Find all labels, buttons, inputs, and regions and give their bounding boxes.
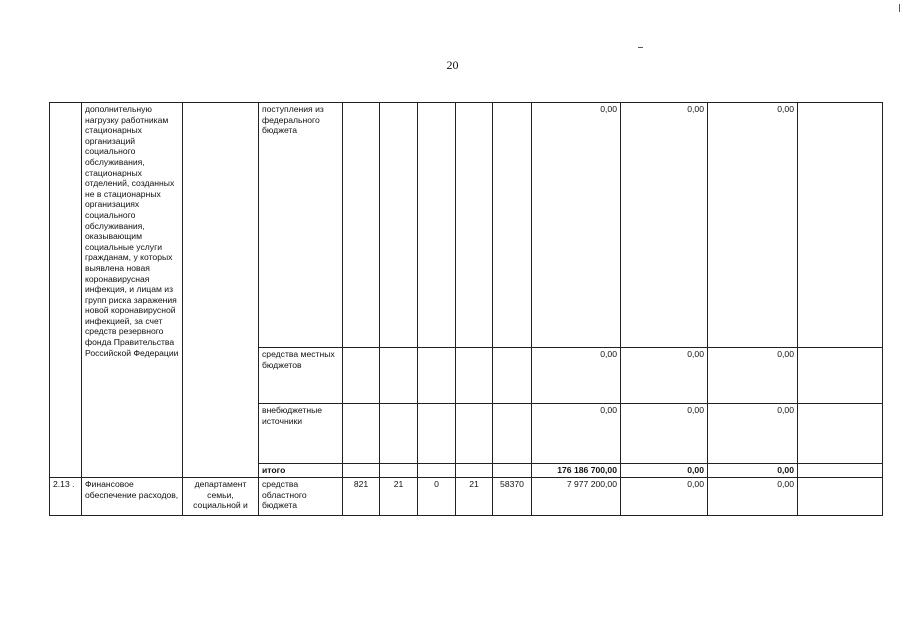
code-cell xyxy=(493,348,532,404)
code-cell xyxy=(380,348,418,404)
description-cell: дополнительную нагрузку работникам стационарных организаций социального обслуживания, стационарных отделений, созданных не в стационарных организациях социального обслуживания, оказывающим социальные услуги гражданам, у которых выявлена новая коронавирусная инфекция, и лицам из групп риска заражения новой коронавирусной инфекцией, за счет средств резервного фонда Правительства Российской Федерации xyxy=(82,103,183,478)
value-cell: 7 977 200,00 xyxy=(532,478,621,516)
executor-cell xyxy=(183,103,259,478)
code-cell xyxy=(493,103,532,348)
table-row xyxy=(50,478,883,516)
budget-table xyxy=(49,102,883,516)
value-cell: 0,00 xyxy=(708,478,798,516)
value-cell: 0,00 xyxy=(621,103,708,348)
code-cell xyxy=(343,464,380,478)
table-row xyxy=(50,103,883,348)
row-number-cell: 2.13 . xyxy=(50,478,82,516)
total-label: итого xyxy=(259,464,343,478)
code-cell xyxy=(380,464,418,478)
value-cell: 0,00 xyxy=(532,348,621,404)
code-cell xyxy=(418,404,456,464)
value-cell: 0,00 xyxy=(532,103,621,348)
code-cell xyxy=(343,103,380,348)
code-cell xyxy=(418,464,456,478)
value-cell: 0,00 xyxy=(621,404,708,464)
source-label: внебюджетные источники xyxy=(259,404,343,464)
code-cell: 0 xyxy=(418,478,456,516)
scan-mark xyxy=(638,47,643,48)
code-cell xyxy=(343,348,380,404)
code-cell xyxy=(418,103,456,348)
value-cell: 0,00 xyxy=(532,404,621,464)
scan-mark xyxy=(899,4,900,12)
empty-cell xyxy=(798,404,883,464)
code-cell xyxy=(493,464,532,478)
total-value: 0,00 xyxy=(621,464,708,478)
description-cell: Финансовое обеспечение расходов, xyxy=(82,478,183,516)
code-cell xyxy=(456,348,493,404)
code-cell: 821 xyxy=(343,478,380,516)
executor-cell: департамент семьи, социальной и xyxy=(183,478,259,516)
source-label: средства местных бюджетов xyxy=(259,348,343,404)
value-cell: 0,00 xyxy=(708,404,798,464)
code-cell xyxy=(418,348,456,404)
empty-cell xyxy=(798,464,883,478)
total-value: 0,00 xyxy=(708,464,798,478)
code-cell xyxy=(456,404,493,464)
code-cell: 58370 xyxy=(493,478,532,516)
source-label: поступления из федерального бюджета xyxy=(259,103,343,348)
value-cell: 0,00 xyxy=(621,478,708,516)
empty-cell xyxy=(798,103,883,348)
value-cell: 0,00 xyxy=(621,348,708,404)
code-cell xyxy=(380,404,418,464)
row-number-cell xyxy=(50,103,82,478)
empty-cell xyxy=(798,348,883,404)
code-cell xyxy=(343,404,380,464)
total-value: 176 186 700,00 xyxy=(532,464,621,478)
code-cell xyxy=(456,464,493,478)
code-cell xyxy=(380,103,418,348)
code-cell xyxy=(456,103,493,348)
empty-cell xyxy=(798,478,883,516)
code-cell: 21 xyxy=(380,478,418,516)
page-number: 20 xyxy=(446,58,459,72)
code-cell: 21 xyxy=(456,478,493,516)
source-label: средства областного бюджета xyxy=(259,478,343,516)
value-cell: 0,00 xyxy=(708,348,798,404)
code-cell xyxy=(493,404,532,464)
value-cell: 0,00 xyxy=(708,103,798,348)
